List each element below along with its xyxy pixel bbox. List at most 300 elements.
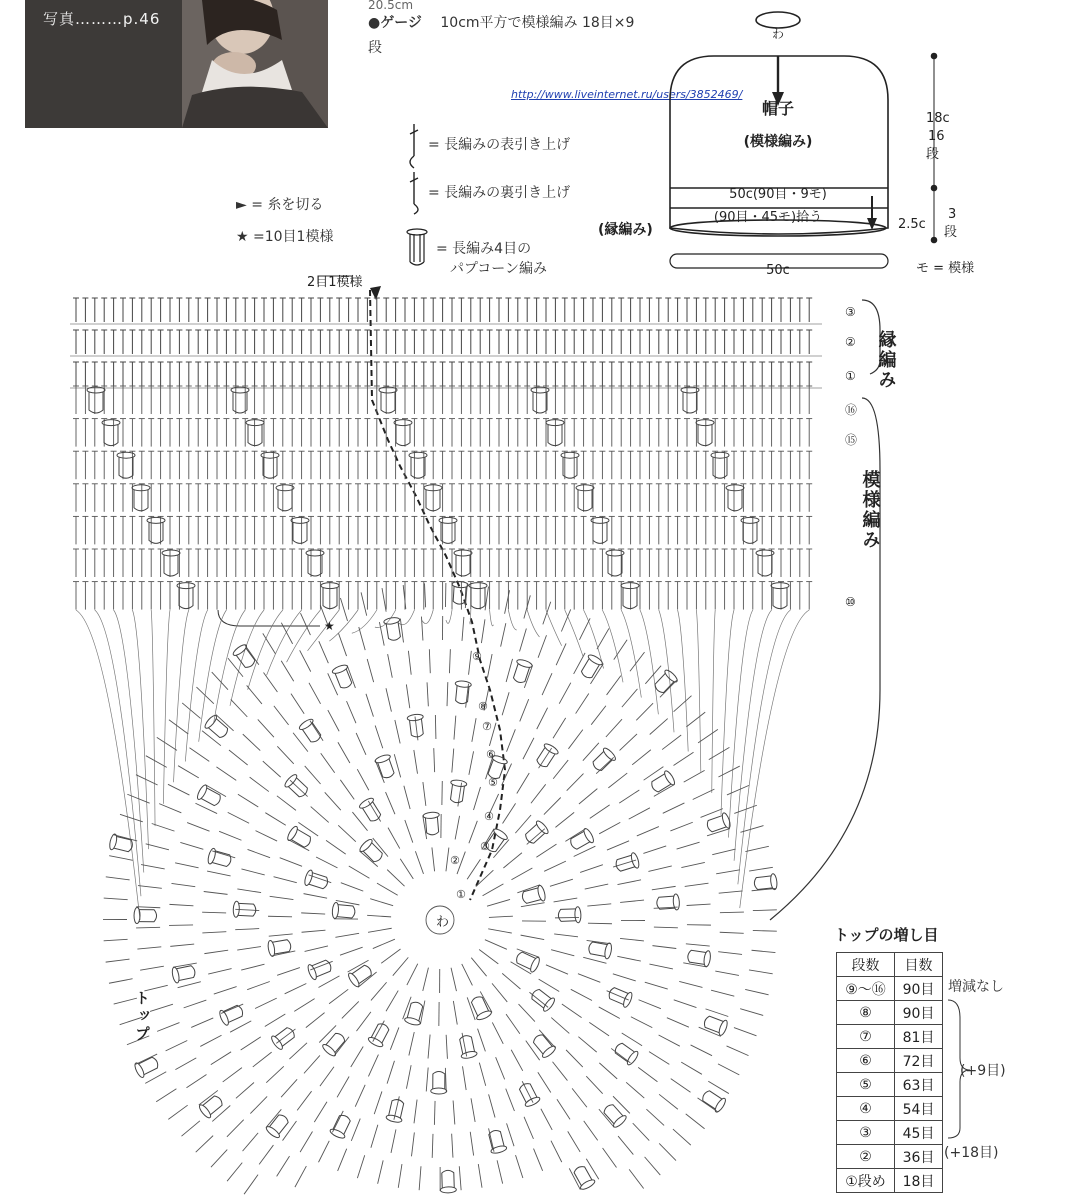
round-stitch (196, 687, 213, 704)
pattern-section-label: 模様編み (859, 470, 881, 550)
round-stitch (523, 738, 534, 759)
round-stitch (638, 1067, 657, 1081)
round-8-label: ⑧ (478, 700, 488, 713)
round-stitch (406, 684, 409, 708)
round-stitch (237, 889, 261, 893)
round-stitch (555, 812, 574, 827)
round-stitch (300, 1132, 312, 1153)
row-round: ⑨〜⑯ (837, 977, 895, 1001)
popcorn-body (728, 490, 742, 511)
crown-popcorn-body (362, 802, 381, 823)
row-stitches: 36目 (895, 1145, 943, 1169)
round-stitch (603, 1148, 617, 1168)
round-stitch (727, 785, 749, 795)
crown-popcorn (171, 963, 196, 983)
round-stitch (557, 1099, 570, 1119)
round-stitch (265, 813, 285, 826)
popcorn-body (773, 588, 787, 609)
increase-header-round: 段数 (837, 953, 895, 977)
round-stitch (681, 862, 704, 867)
row-round: ⑧ (837, 1001, 895, 1025)
round-stitch (295, 1166, 306, 1187)
connector-line (738, 610, 791, 884)
round-stitch (426, 1068, 428, 1092)
round-stitch (169, 904, 193, 905)
crown-popcorn-body (532, 1033, 552, 1054)
round-stitch (228, 812, 249, 823)
pattern-row-16: ⑯ (845, 403, 858, 417)
round-stitch (283, 1121, 297, 1141)
round-stitch (629, 808, 650, 819)
connector-line (470, 610, 471, 624)
round-stitch (411, 1132, 414, 1156)
round-stitch (141, 865, 165, 869)
round-stitch (202, 731, 221, 746)
round-stitch (288, 839, 309, 850)
round-stitch (250, 1096, 267, 1113)
table-row (837, 1073, 943, 1097)
round-stitch (554, 898, 578, 902)
round-stitch (212, 672, 228, 690)
popcorn-top (291, 517, 309, 523)
connector-line (508, 610, 516, 630)
round-stitch (544, 861, 566, 871)
hat-width-top: 50c(90目・9モ) (729, 187, 827, 202)
round-stitch (501, 623, 506, 646)
round-stitch (216, 767, 236, 781)
round-stitch (654, 927, 678, 928)
round-stitch (189, 748, 209, 762)
round-stitch (462, 617, 464, 641)
crown-popcorn-top (347, 972, 361, 989)
crown-popcorn-top (604, 943, 613, 960)
round-stitch (326, 840, 346, 854)
round-stitch (318, 976, 339, 988)
round-stitch (277, 1156, 290, 1176)
round-stitch (388, 828, 400, 849)
round-stitch (432, 1134, 433, 1158)
round-stitch (469, 821, 477, 843)
round-stitch (281, 661, 294, 681)
crown-popcorn-body (203, 1094, 224, 1114)
round-stitch (211, 1150, 227, 1168)
round-stitch (356, 1012, 370, 1031)
round-stitch (693, 789, 715, 799)
round-stitch (415, 851, 423, 874)
crown-popcorn-body (524, 824, 545, 845)
round-stitch (196, 1136, 213, 1153)
round-stitch (138, 886, 162, 889)
round-stitch (169, 720, 188, 734)
round-stitch (617, 956, 641, 961)
round-stitch (727, 1046, 749, 1056)
round-stitch (195, 803, 217, 813)
round-stitch (536, 844, 556, 857)
edge-row-1: ① (845, 369, 856, 383)
round-stitch (414, 750, 418, 774)
round-stitch (476, 870, 494, 886)
crown-popcorn-top (383, 617, 400, 625)
crown-popcorn (457, 1034, 477, 1059)
round-stitch (357, 769, 369, 790)
crown-popcorn (529, 986, 557, 1012)
round-stitch (580, 865, 603, 873)
crown-popcorn-top (587, 653, 604, 666)
gauge-continuation: 段 (368, 40, 382, 56)
round-stitch (227, 1120, 244, 1137)
round-stitch (649, 1052, 669, 1065)
round-stitch (230, 1021, 251, 1032)
crown-popcorn (198, 1093, 226, 1120)
round-stitch (487, 654, 492, 678)
round-stitch (395, 720, 400, 743)
round-stitch (521, 935, 545, 939)
popcorn-top (132, 485, 150, 491)
connector-line (114, 610, 144, 872)
round-stitch (493, 840, 509, 858)
popcorn-body (593, 522, 607, 543)
round-stitch (643, 846, 666, 853)
round-stitch (452, 1134, 453, 1158)
round-stitch (453, 1101, 455, 1125)
connector-line (621, 610, 641, 698)
edge-row-3: ③ (845, 305, 856, 319)
round-stitch (414, 1100, 417, 1124)
crown-popcorn (358, 838, 385, 865)
round-stitch (679, 981, 702, 987)
round-stitch (571, 989, 592, 1000)
round-stitch (211, 1052, 231, 1065)
round-stitch (684, 770, 705, 782)
round-stitch (358, 972, 377, 987)
round-stitch (421, 617, 422, 641)
connector-line (640, 610, 658, 714)
round-stitch (607, 841, 629, 850)
round-stitch (407, 964, 418, 985)
round-stitch (342, 1001, 359, 1018)
round-stitch (648, 866, 671, 871)
round-stitch (718, 1064, 739, 1075)
round-stitch (507, 729, 516, 751)
crown-popcorn-body (602, 1103, 623, 1124)
round-stitch (202, 932, 226, 933)
crown-popcorn-body (386, 622, 401, 641)
popcorn-body (683, 392, 697, 413)
row-round: ⑦ (837, 1025, 895, 1049)
hat-pickup: (90目・45モ)拾う (713, 210, 823, 225)
popcorn-body (119, 457, 133, 478)
crown-popcorn-body (650, 774, 671, 793)
crown-popcorn-top (404, 1016, 421, 1026)
crown-popcorn-top (207, 848, 217, 865)
round-stitch (114, 835, 137, 841)
popcorn-top (771, 583, 789, 589)
round-stitch (175, 863, 198, 868)
connector-lines (76, 610, 809, 920)
round-stitch (749, 970, 773, 974)
round-stitch (382, 588, 386, 612)
crown-popcorn (203, 714, 230, 741)
round-stitch (639, 1000, 661, 1009)
popcorn-top (469, 583, 487, 589)
round-stitch (243, 734, 260, 750)
round-stitch (698, 729, 718, 743)
crown-rounds (103, 583, 777, 1194)
popcorn-body (278, 490, 292, 511)
crown-popcorn-top (529, 956, 541, 973)
round-stitch (390, 1027, 399, 1049)
round-stitch (170, 944, 194, 946)
popcorn-body (89, 392, 103, 413)
crown-popcorn-top (535, 819, 550, 835)
round-stitch (740, 1009, 763, 1016)
crown-popcorn-top (663, 668, 679, 683)
round-stitch (263, 633, 276, 653)
hat-ring-label: わ (771, 27, 785, 41)
round-stitch (359, 627, 365, 650)
hat-mo-note: モ = 模様 (916, 261, 975, 276)
round-stitch (674, 1000, 697, 1008)
round-stitch (511, 868, 532, 880)
round-stitch (306, 1013, 325, 1028)
crown-popcorn-top (108, 833, 118, 850)
round-stitch (319, 1141, 330, 1162)
round-stitch (387, 1061, 394, 1084)
crown-popcorn (218, 1002, 245, 1026)
crown-popcorn-top (663, 769, 677, 786)
round-stitch (274, 877, 297, 883)
round-stitch (537, 708, 548, 729)
table-row (837, 1169, 943, 1193)
round-stitch (360, 851, 378, 867)
crown-popcorn-top (542, 996, 557, 1012)
crown-popcorn-body (326, 1031, 346, 1052)
popcorn-body (698, 425, 712, 446)
round-stitch (319, 1025, 336, 1042)
popcorn-clusters (87, 387, 789, 609)
round-stitch (674, 752, 694, 765)
star-bracket (218, 610, 320, 626)
round-stitch (520, 699, 529, 721)
popcorn-top (621, 583, 639, 589)
popcorn-top (696, 420, 714, 426)
round-stitch (553, 718, 566, 738)
round-stitch (613, 974, 636, 981)
crown-popcorn-body (201, 788, 222, 807)
round-stitch (566, 1050, 583, 1067)
round-stitch (687, 904, 711, 905)
crown-popcorn (440, 1170, 457, 1193)
round-stitch (470, 1132, 473, 1156)
round-stitch (245, 645, 259, 665)
round-stitch (386, 792, 395, 814)
round-stitch (720, 932, 744, 933)
crown-popcorn-body (754, 876, 773, 890)
round-stitch (219, 831, 241, 840)
round-stitch (104, 939, 128, 940)
round-stitch (298, 822, 318, 836)
round-stitch (517, 773, 529, 794)
round-stitch (478, 1164, 482, 1188)
round-stitch (520, 629, 527, 652)
gauge-value: 10cm平方で模様編み 18目×9 (440, 15, 635, 31)
round-stitch (280, 858, 302, 867)
round-stitch (544, 798, 561, 815)
round-stitch (568, 730, 582, 749)
round-stitch (626, 1082, 644, 1098)
round-stitch (629, 1169, 644, 1188)
round-stitch (235, 929, 259, 930)
round-stitch (305, 766, 321, 784)
star-mark: ★ (324, 619, 335, 633)
crown-popcorn-top (602, 746, 617, 762)
row-stitches: 45目 (895, 1121, 943, 1145)
round-stitch (371, 982, 387, 1000)
crown-popcorn-top (203, 714, 218, 730)
two-st-repeat-label: 2目1模様 (307, 275, 363, 290)
round-stitch (356, 733, 366, 755)
round-stitch (574, 653, 585, 674)
round-stitch (551, 950, 574, 956)
round-stitch (325, 792, 341, 810)
round-stitch (300, 613, 310, 635)
round-stitch (277, 746, 293, 764)
round-stitch (551, 1141, 562, 1162)
round-stitch (300, 650, 311, 671)
round-stitch (243, 1133, 259, 1151)
round-stitch (386, 991, 398, 1012)
table-row (837, 977, 943, 1001)
crown-popcorn-top (516, 658, 533, 669)
connector-line (740, 610, 809, 908)
round-stitch (425, 583, 426, 607)
round-9-label: ⑨ (472, 650, 482, 663)
round-5-label: ⑤ (488, 776, 498, 789)
round-stitch (632, 750, 651, 765)
round-stitch (478, 1029, 486, 1052)
round-stitch (620, 734, 637, 750)
round-stitch (452, 749, 454, 773)
round-stitch (599, 1063, 617, 1079)
connector-line (214, 610, 246, 723)
round-stitch (597, 628, 609, 649)
round-stitch (199, 1090, 218, 1105)
table-row (837, 1121, 943, 1145)
crown-popcorn-body (363, 843, 384, 864)
round-stitch (214, 987, 237, 994)
popcorn-top (306, 550, 324, 556)
crown-popcorn-body (433, 1071, 445, 1089)
round-stitch (265, 1014, 286, 1026)
popcorn-body (411, 457, 425, 478)
round-stitch (463, 1066, 467, 1090)
round-stitch (630, 652, 645, 671)
round-stitch (599, 822, 620, 833)
round-stitch (168, 1105, 187, 1119)
round-stitch (109, 979, 133, 984)
round-stitch (320, 1067, 334, 1086)
round-stitch (551, 1018, 569, 1034)
round-stitch (366, 694, 373, 717)
round-stitch (670, 822, 692, 831)
round-stitch (374, 1091, 382, 1114)
round-stitch (631, 1017, 652, 1028)
round-stitch (543, 602, 551, 625)
connector-line (185, 610, 207, 761)
round-4-label: ④ (484, 810, 494, 823)
crown-popcorn (705, 812, 732, 834)
hat-height-edge-1: 2.5c (898, 217, 926, 232)
row-round: ①段め (837, 1169, 895, 1193)
round-stitch (187, 823, 209, 832)
crown-popcorn-top (196, 784, 209, 801)
center-ring-label: わ (436, 915, 450, 930)
popcorn-top (394, 420, 412, 426)
round-stitch (357, 1155, 364, 1178)
round-stitch (309, 683, 321, 704)
round-stitch (447, 682, 448, 706)
source-url[interactable]: http://www.liveinternet.ru/users/3852469/ (511, 88, 743, 101)
round-stitch (667, 1018, 689, 1027)
crown-popcorn-top (265, 1125, 281, 1140)
round-stitch (207, 871, 230, 876)
round-stitch (489, 916, 513, 917)
round-stitch (301, 913, 325, 914)
round-stitch (539, 979, 560, 991)
popcorn-body (396, 425, 410, 446)
crown-popcorn (612, 1040, 640, 1066)
popcorn-body (471, 588, 485, 609)
round-stitch (617, 880, 641, 885)
round-stitch (120, 814, 143, 822)
crown-popcorn-top (582, 827, 595, 844)
round-stitch (613, 1096, 630, 1113)
round-stitch (583, 957, 606, 963)
round-stitch (136, 927, 160, 928)
round-stitch (531, 784, 546, 803)
round-stitch (146, 844, 169, 850)
round-stitch (698, 1098, 718, 1112)
row-round: ② (837, 1145, 895, 1169)
popcorn-top (439, 517, 457, 523)
round-stitch (405, 820, 413, 843)
round-stitch (572, 1088, 587, 1107)
round-stitch (578, 974, 600, 983)
round-stitch (497, 1160, 503, 1183)
round-stitch (534, 1149, 543, 1171)
round-stitch (400, 619, 403, 643)
crown-popcorn-top (626, 1050, 640, 1067)
round-stitch (645, 982, 668, 989)
round-stitch (241, 1037, 261, 1050)
round-stitch (241, 964, 264, 970)
connector-line (527, 610, 539, 637)
round-stitch (434, 1101, 435, 1125)
round-stitch (302, 930, 326, 932)
round-stitch (212, 1106, 230, 1122)
round-stitch (263, 672, 277, 692)
round-stitch (373, 838, 388, 857)
popcorn-body (308, 555, 322, 576)
round-stitch (454, 716, 456, 740)
photo-caption: 写真………p.46 (43, 10, 161, 28)
photo-panel (25, 0, 328, 128)
round-stitch (168, 784, 189, 795)
crown-popcorn (700, 1088, 728, 1114)
crown-popcorn-top (476, 1009, 493, 1021)
round-stitch (506, 659, 512, 682)
popcorn-body (578, 490, 592, 511)
